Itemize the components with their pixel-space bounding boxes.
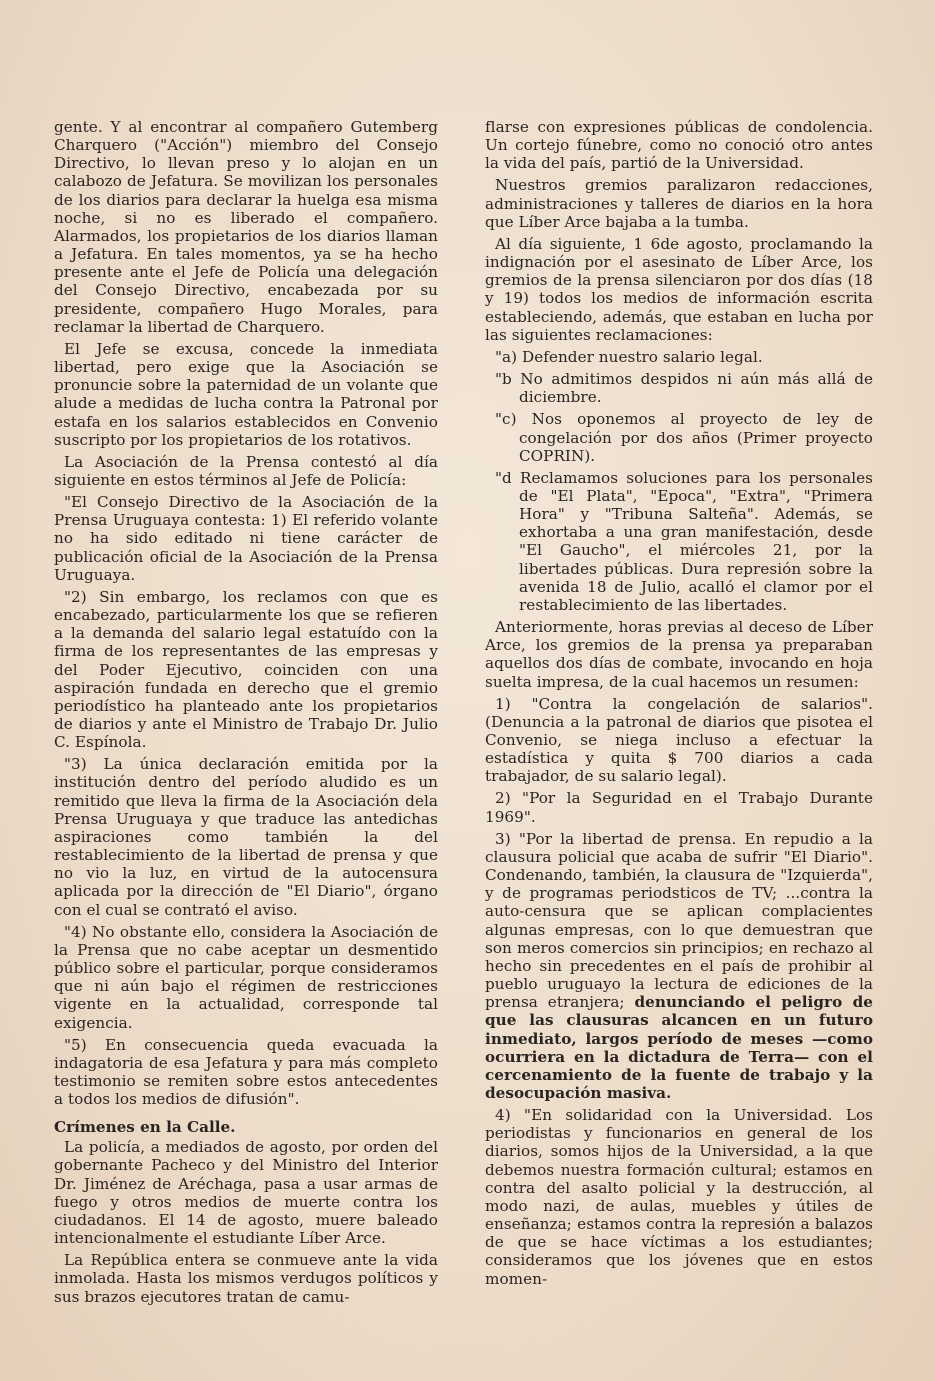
quoted-paragraph: "2) Sin embargo, los reclamos con que es encabezado, particularmente los que se refieren a la demanda del salario legal estatuído con la firma de los representantes de las empresas y del Poder Ejecutivo, coinciden con una aspiración fundada en derecho que el gremio periodístico ha planteado ante los propietarios de diarios y ante el Ministro de Trabajo Dr. Julio C. Espínola. [54, 587, 438, 752]
paragraph: Anteriormente, horas previas al deceso de Líber Arce, los gremios de la prensa ya preparaban aquellos dos días de combate, invocando en hoja suelta impresa, de la cual hacemos un resumen: [485, 618, 873, 691]
right-column [485, 118, 873, 1292]
bold-emphasis: denunciando el peligro de que las clausuras alcancen en un futuro inmediato, largos período de meses —como ocurriera en la dictadura de Terra— con el cercenamiento de la fuente de trabajo y la desocupación masiva. [485, 993, 873, 1102]
list-item: "d Reclamamos soluciones para los personales de "El Plata", "Epoca", "Extra", "Primera Hora" y "Tribuna Salteña". Además, se exhortaba a una gran manifestación, desde "El Gaucho", el miércoles 21, por la libertades públicas. Dura represión sobre la avenida 18 de Julio, acalló el clamor por el restablecimiento de las libertades. [495, 468, 873, 614]
paragraph-text: 3) "Por la libertad de prensa. En repudio a la clausura policial que acaba de sufrir "El Diario". Condenando, también, la clausura de "Izquierda", y de programas periodsticos de TV; ...contra la auto-censura que se aplican complacientes algunas empresas, con lo que demuestran que son meros comercios sin principios; en rechazo al hecho sin precedentes en el país de prohibir al pueblo uruguayo la lectura de ediciones de la prensa etranjera; [485, 829, 873, 1012]
paragraph: Nuestros gremios paralizaron redacciones, administraciones y talleres de diarios en la hora que Líber Arce bajaba a la tumba. [485, 176, 873, 231]
paragraph: 1) "Contra la congelación de salarios". (Denuncia a la patronal de diarios que pisotea el Convenio, se niega incluso a efectuar la estadística y quita $ 700 diarios a cada trabajador, de su salario legal). [485, 694, 873, 786]
left-column [54, 118, 438, 1310]
list-item: "c) Nos oponemos al proyecto de ley de congelación por dos años (Primer proyecto COPRIN). [495, 410, 873, 465]
section-heading: Crímenes en la Calle. [54, 1118, 236, 1137]
list-item: "b No admitimos despidos ni aún más allá de diciembre. [495, 370, 873, 407]
quoted-paragraph: "El Consejo Directivo de la Asociación de la Prensa Uruguaya contesta: 1) El referido volante no ha sido editado ni tiene carácter de publicación oficial de la Asociación de la Prensa Uruguaya. [54, 493, 438, 584]
paragraph: 4) "En solidaridad con la Universidad. Los periodistas y funcionarios en general de los diarios, somos hijos de la Universidad, a la que debemos nuestra formación cultural; estamos en contra del asalto policial y la destrucción, al modo nazi, de aulas, muebles y útiles de enseñanza; estamos contra la represión a balazos de que se hace víctimas a los estudiantes; consideramos que los jóvenes que en estos momen- [485, 1106, 873, 1288]
quoted-paragraph: "4) No obstante ello, considera la Asociación de la Prensa que no cabe aceptar un desmentido público sobre el particular, porque consideramos que ni aún bajo el régimen de restricciones vigente en la actualidad, corresponde tal exigencia. [54, 922, 438, 1032]
paragraph: La policía, a mediados de agosto, por orden del gobernante Pacheco y del Ministro del Interior Dr. Jiménez de Aréchaga, pasa a usar armas de fuego y otros medios de muerte contra los ciudadanos. El 14 de agosto, muere baleado intencionalmente el estudiante Líber Arce. [54, 1138, 438, 1248]
list-item: "a) Defender nuestro salario legal. [495, 347, 763, 366]
paragraph [485, 830, 873, 1102]
paragraph: Al día siguiente, 1 6de agosto, proclamando la indignación por el asesinato de Líber Arce, los gremios de la prensa silenciaron por dos días (18 y 19) todos los medios de información escrita estableciendo, además, que estaban en lucha por las siguientes reclamaciones: [485, 234, 873, 344]
paragraph: La Asociación de la Prensa contestó al día siguiente en estos términos al Jefe de Policía: [54, 452, 438, 489]
paragraph: gente. Y al encontrar al compañero Gutemberg Charquero ("Acción") miembro del Consejo Directivo, lo llevan preso y lo alojan en un calabozo de Jefatura. Se movilizan los personales de los diarios para declarar la huelga esa misma noche, si no es liberado el compañero. Alarmados, los propietarios de los diarios llaman a Jefatura. En tales momentos, ya se ha hecho presente ante el Jefe de Policía una delegación del Consejo Directivo, encabezada por su presidente, compañero Hugo Morales, para reclamar la libertad de Charquero. [54, 118, 438, 336]
quoted-paragraph: "3) La única declaración emitida por la institución dentro del período aludido es un remitido que lleva la firma de la Asociación dela Prensa Uruguaya y que traduce las antedichas aspiraciones como también la del restablecimiento de la libertad de prensa y que no vio la luz, en virtud de la autocensura aplicada por la dirección de "El Diario", órgano con el cual se contrató el aviso. [54, 755, 438, 919]
paragraph: El Jefe se excusa, concede la inmediata libertad, pero exige que la Asociación se pronuncie sobre la paternidad de un volante que alude a medidas de lucha contra la Patronal por estafa en los salarios establecidos en Convenio suscripto por los propietarios de los rotativos. [54, 339, 438, 449]
paragraph: 2) "Por la Seguridad en el Trabajo Durante 1969". [485, 789, 873, 826]
paragraph: La República entera se conmueve ante la vida inmolada. Hasta los mismos verdugos políticos y sus brazos ejecutores tratan de camu- [54, 1251, 438, 1306]
quoted-paragraph: "5) En consecuencia queda evacuada la indagatoria de esa Jefatura y para más completo testimonio se remiten sobre estos antecedentes a todos los medios de difusión". [54, 1035, 438, 1109]
paragraph: flarse con expresiones públicas de condolencia. Un cortejo fúnebre, como no conoció otro antes la vida del país, partió de la Universidad. [485, 118, 873, 173]
